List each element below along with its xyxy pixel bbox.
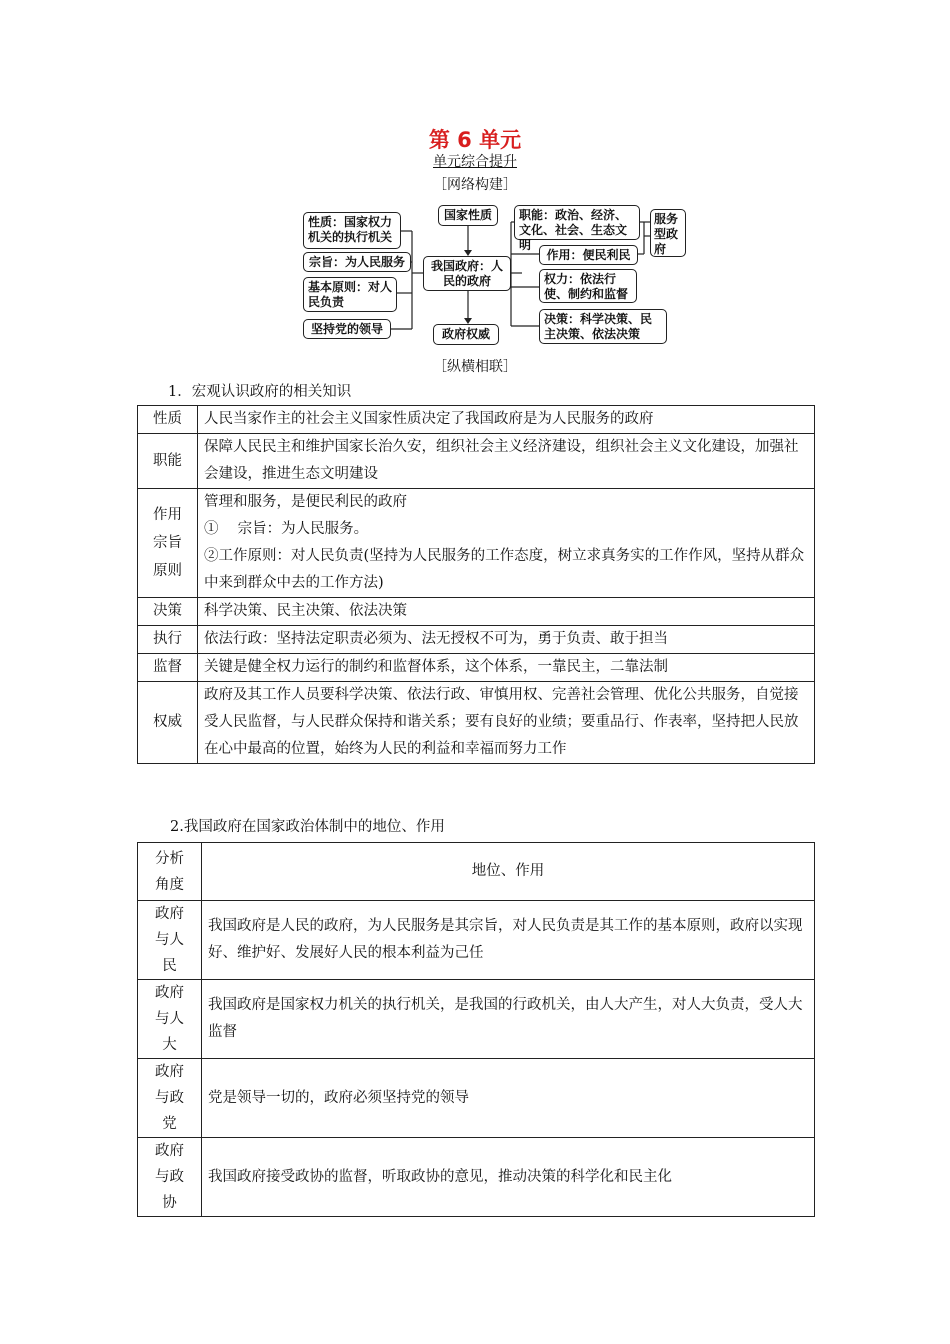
heading-2: 2.我国政府在国家政治体制中的地位、作用 <box>170 819 445 835</box>
row-key: 政府与人民 <box>138 901 202 980</box>
row-value: 我国政府是国家权力机关的执行机关，是我国的行政机关，由人大产生，对人大负责，受人大监督 <box>202 980 815 1059</box>
row-value: 党是领导一切的，政府必须坚持党的领导 <box>202 1059 815 1138</box>
row-value: 保障人民民主和维护国家长治久安，组织社会主义经济建设，组织社会主义文化建设，加强社会建设，推进生态文明建设 <box>198 434 815 489</box>
diagram-box-decision: 决策：科学决策、民主决策、依法决策 <box>539 309 667 344</box>
row-value-line: ②工作原则：对人民负责(坚持为人民服务的工作态度，树立求真务实的工作作风，坚持从群众中来到群众中去的工作方法) <box>204 548 805 591</box>
row-value: 政府及其工作人员要科学决策、依法行政、审慎用权、完善社会管理、优化公共服务，自觉接受人民监督，与人民群众保持和谐关系；要有良好的业绩；要重品行、作表率，坚持把人民放在心中最高的位置，始终为人民的利益和幸福而努力工作 <box>198 682 815 764</box>
row-key: 执行 <box>138 626 198 654</box>
diagram-box-state-nature: 国家性质 <box>438 205 498 226</box>
diagram-box-nature: 性质：国家权力机关的执行机关 <box>303 212 401 249</box>
table-header-row <box>138 843 815 901</box>
diagram-box-power: 权力：依法行使、制约和监督 <box>539 269 637 303</box>
table-row <box>138 682 815 764</box>
row-value: 关键是健全权力运行的制约和监督体系，这个体系，一靠民主，二靠法制 <box>198 654 815 682</box>
row-value: 我国政府是人民的政府，为人民服务是其宗旨，对人民负责是其工作的基本原则，政府以实现好、维护好、发展好人民的根本利益为己任 <box>202 901 815 980</box>
diagram-box-government: 我国政府：人民的政府 <box>423 256 511 291</box>
row-key: 决策 <box>138 598 198 626</box>
concept-diagram <box>0 0 950 360</box>
diagram-box-purpose: 宗旨：为人民服务 <box>303 252 411 272</box>
header-position: 地位、作用 <box>202 843 815 901</box>
diagram-box-authority: 政府权威 <box>433 324 499 345</box>
table-row <box>138 626 815 654</box>
row-value: 科学决策、民主决策、依法决策 <box>198 598 815 626</box>
section-related: ［纵横相联］ <box>433 359 517 375</box>
heading-1: 1．宏观认识政府的相关知识 <box>168 384 352 400</box>
row-value: 依法行政：坚持法定职责必须为、法无授权不可为，勇于负责、敢于担当 <box>198 626 815 654</box>
table-row <box>138 654 815 682</box>
table-row <box>138 1138 815 1217</box>
diagram-box-service-government: 服务型政府 <box>650 209 686 257</box>
diagram-box-role: 作用：便民利民 <box>539 245 638 265</box>
table-row <box>138 406 815 434</box>
row-key: 政府与政党 <box>138 1059 202 1138</box>
row-key: 政府与人大 <box>138 980 202 1059</box>
row-value: 人民当家作主的社会主义国家性质决定了我国政府是为人民服务的政府 <box>198 406 815 434</box>
row-key: 性质 <box>138 406 198 434</box>
table-row <box>138 489 815 598</box>
row-key: 作用 宗旨 原则 <box>138 489 198 598</box>
table-row <box>138 434 815 489</box>
row-value: 我国政府接受政协的监督，听取政协的意见，推动决策的科学化和民主化 <box>202 1138 815 1217</box>
table-government-knowledge <box>137 405 815 764</box>
table-row <box>138 1059 815 1138</box>
unit-subtitle: 单元综合提升 <box>433 154 517 170</box>
header-angle: 分析角度 <box>138 843 202 901</box>
table-row <box>138 901 815 980</box>
row-value <box>198 489 815 598</box>
row-key: 监督 <box>138 654 198 682</box>
table-row <box>138 598 815 626</box>
section-network: ［网络构建］ <box>433 177 517 193</box>
table-government-position <box>137 842 815 1217</box>
row-value-line: 管理和服务，是便民利民的政府 <box>204 494 407 510</box>
row-key: 权威 <box>138 682 198 764</box>
row-key: 职能 <box>138 434 198 489</box>
unit-title: 第 6 单元 <box>428 128 522 152</box>
diagram-box-functions: 职能：政治、经济、文化、社会、生态文明 <box>514 205 640 240</box>
diagram-connectors <box>0 0 950 360</box>
table-row <box>138 980 815 1059</box>
diagram-box-party-leadership: 坚持党的领导 <box>303 319 391 339</box>
row-value-line: ① 宗旨：为人民服务。 <box>204 521 369 537</box>
row-key: 政府与政协 <box>138 1138 202 1217</box>
diagram-box-principle: 基本原则：对人民负责 <box>303 277 397 312</box>
